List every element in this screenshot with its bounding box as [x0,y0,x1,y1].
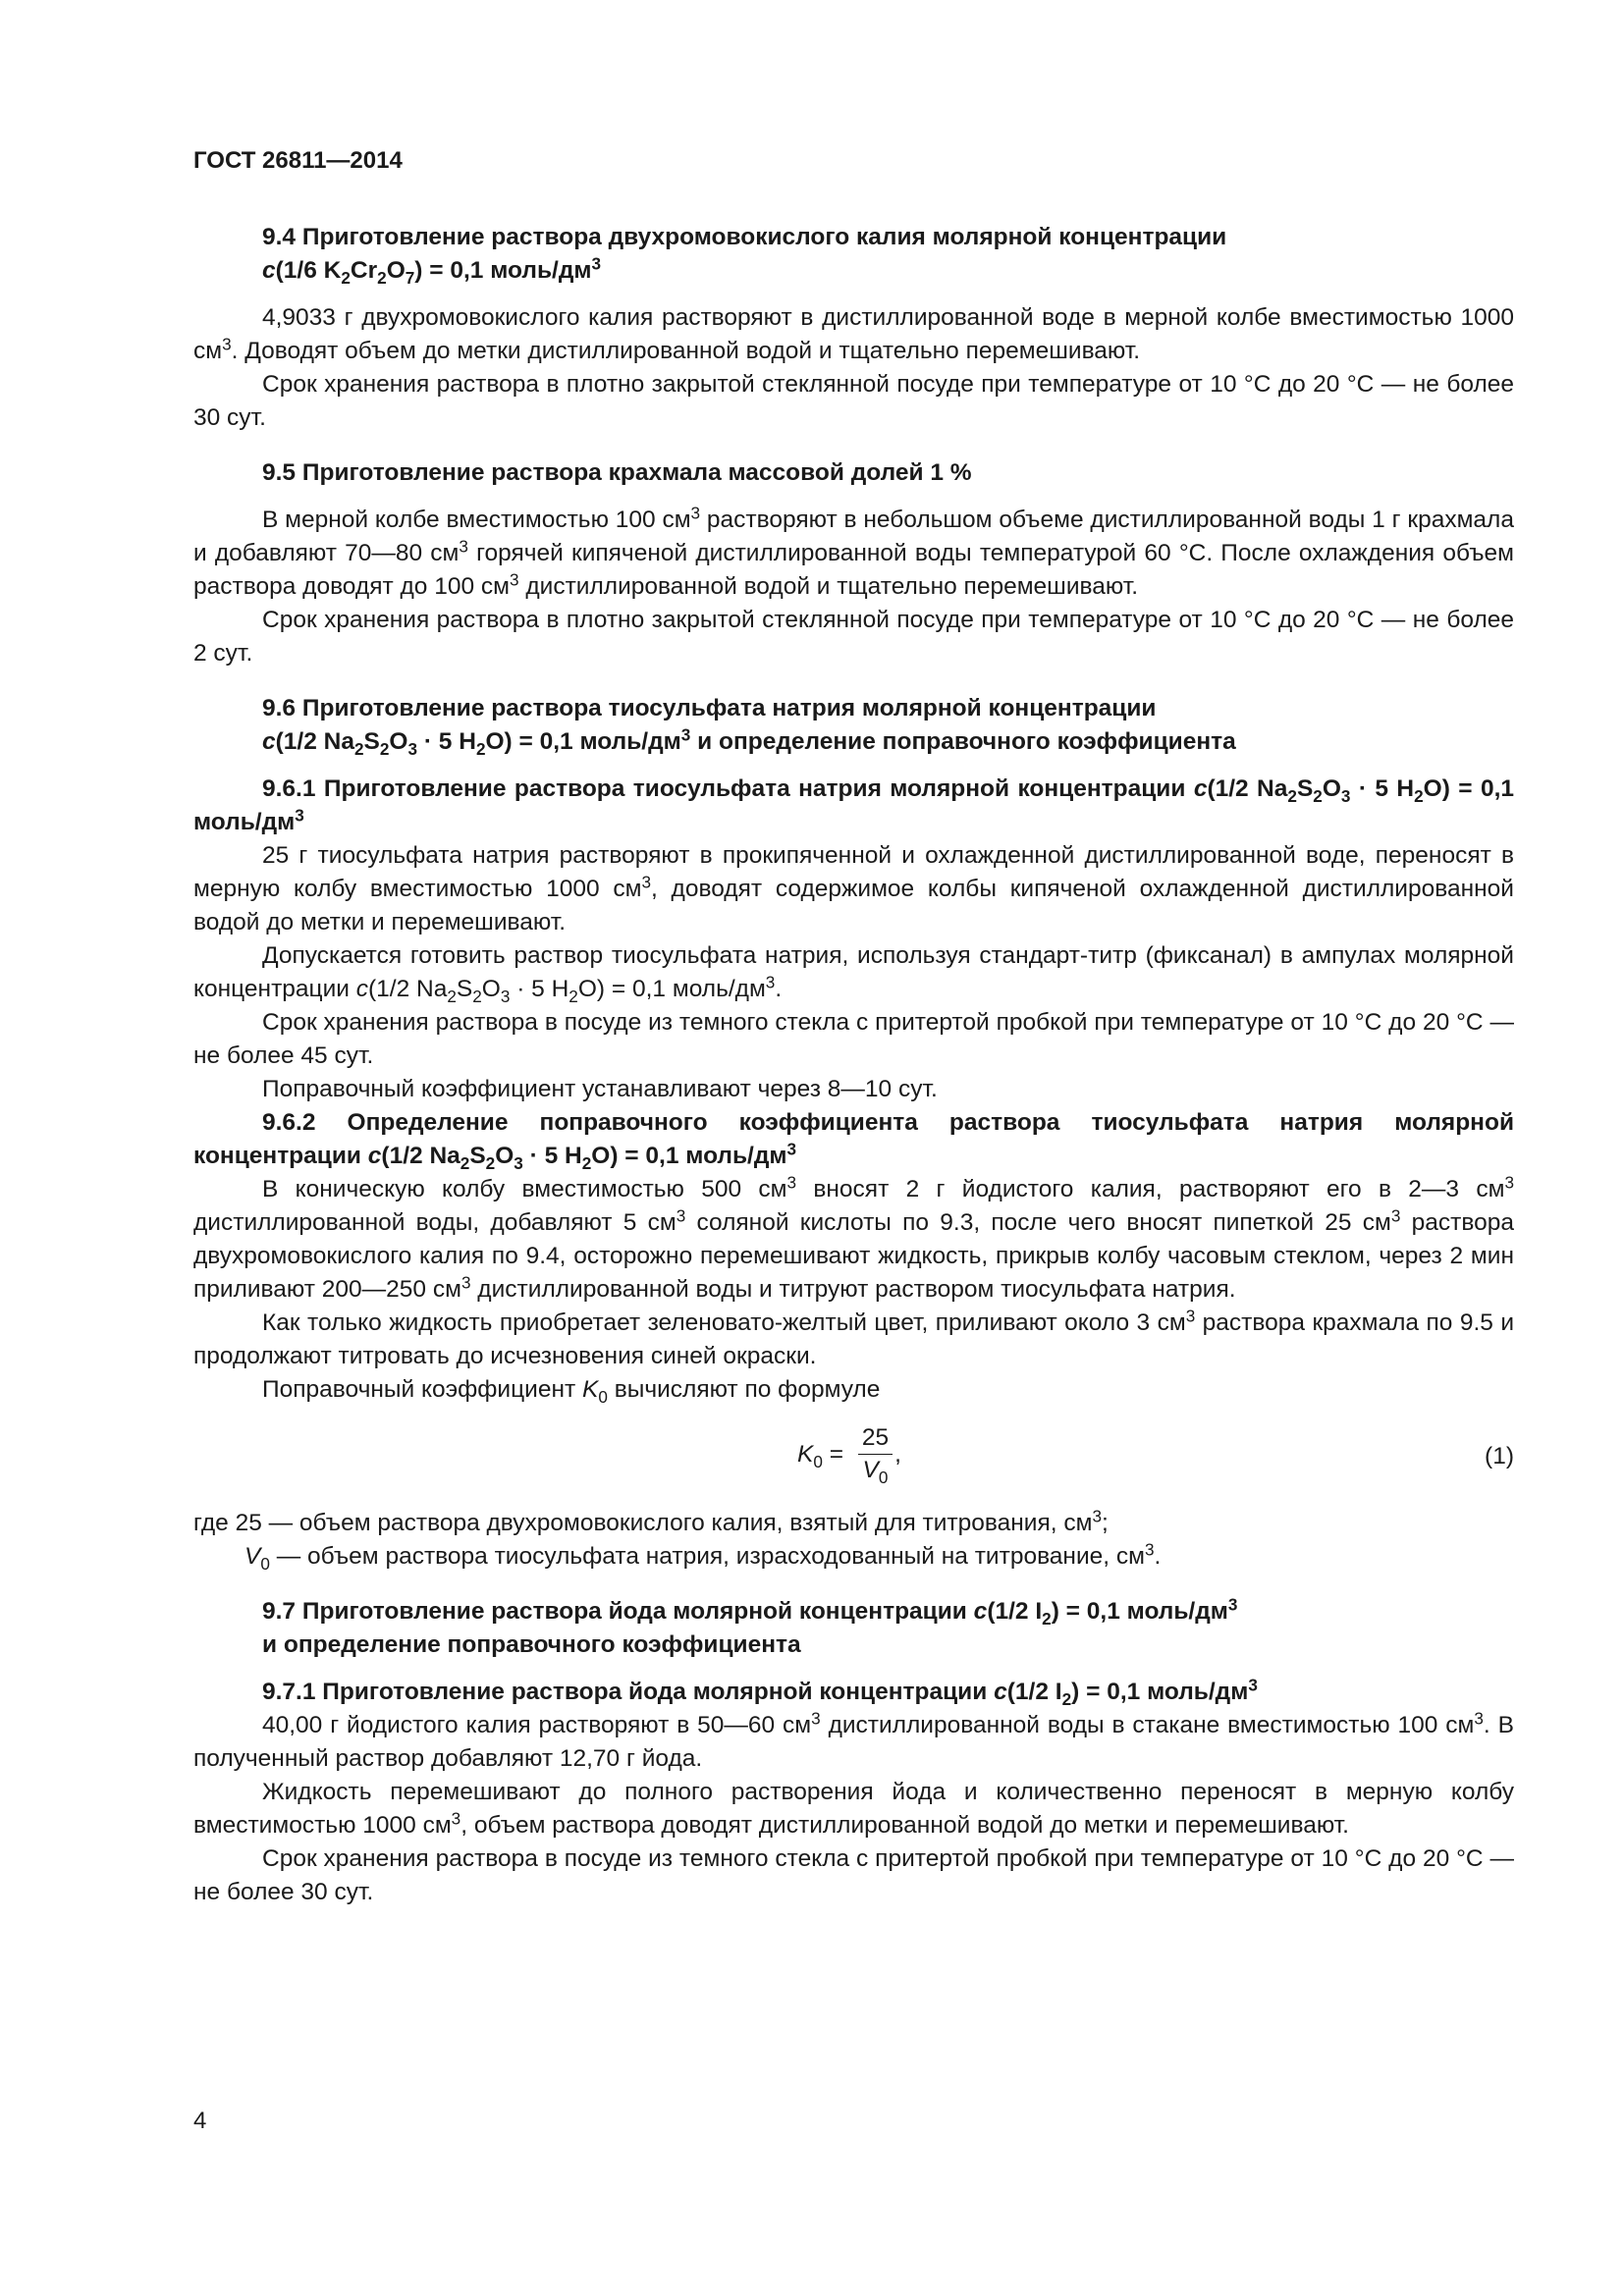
section-9-6-2-heading: 9.6.2 Определение поправочного коэффициента раствора тиосульфата натрия молярной концентрации c(1/2 $Na_2S_2O_3 \cdot 5$ $H_2O) = 0,1$ моль/$дм^3$ [193,1109,1514,1173]
section-9-5-heading: 9.5 Приготовление раствора крахмала массовой долей 1 % [262,459,972,486]
formula-fraction [858,1422,893,1486]
formula-equals: = [822,1440,850,1468]
section-9-4-heading [193,221,1514,288]
section-9-6-1-paragraph-1: 25 г тиосульфата натрия растворяют в прокипяченной и охлажденной дистиллированной воде, переносят в мерную колбу вместимостью 1000 $см^3$, доводят содержимое колбы кипяченой охлажденной дистиллированной водой до метки и перемешивают. [193,842,1514,935]
section-9-4-paragraph-2: Срок хранения раствора в плотно закрытой стеклянной посуде при температуре от 10 °С до 20 °С — не более 30 сут. [193,371,1514,431]
section-9-6-1-heading: 9.6.1 Приготовление раствора тиосульфата натрия молярной концентрации c(1/2 $Na_2S_2O_3 \cdot 5$ $H_2O) = 0,1$ моль/$дм^3$ [193,775,1515,835]
formula-denominator: $V_0$ [862,1457,889,1487]
formula-number: (1) [1485,1443,1514,1469]
section-9-4-paragraph-1: 4,9033 г двухромовокислого калия растворяют в дистиллированной воде в мерной колбе вместимостью 1000 $см^3$. Доводят объем до метки дистиллированной водой и тщательно перемешивают. [193,304,1514,364]
formula-where-line-1: где 25 — объем раствора двухромовокислого калия, взятый для титрования, $см^3$; [193,1506,1109,1536]
section-9-6-1-paragraph-3: Срок хранения раствора в посуде из темного стекла с притертой пробкой при температуре от 10 °С до 20 °С — не более 45 сут. [193,1009,1514,1069]
section-9-4-title-line2: c(1/6 $K_2Cr_2O_7) = 0,1$ моль/$дм^3$ [262,253,602,288]
section-9-5-paragraph-2: Срок хранения раствора в плотно закрытой стеклянной посуде при температуре от 10 °С до 20 °С — не более 2 сут. [193,607,1514,667]
section-9-5-paragraph-1: В мерной колбе вместимостью 100 $см^3$ растворяют в небольшом объеме дистиллированной воды 1 г крахмала и добавляют 70—80 $см^3$ горячей кипяченой дистиллированной воды температурой 60 °С. После охлаждения объем раствора доводят до 100 $см^3$ дистиллированной водой и тщательно перемешивают. [193,503,1514,600]
section-9-7-heading [193,1595,1514,1662]
section-9-6-1-paragraph-2: Допускается готовить раствор тиосульфата натрия, используя стандарт-титр (фиксанал) в ампулах молярной концентрации c(1/2 $Na_2S_2O_3 \cdot 5$ $H_2O) = 0,1$ моль/$дм^3$. [193,942,1514,1006]
formula-where-line-2: $V_0$ — объем раствора тиосульфата натрия, израсходованный на титрование, $см^3$. [244,1539,1162,1574]
section-9-6-1-paragraph-4: Поправочный коэффициент устанавливают через 8—10 сут. [262,1076,938,1102]
section-9-6-heading [193,692,1514,759]
section-9-7-title-line2: и определение поправочного коэффициента [262,1631,801,1658]
section-9-7-1-paragraph-1: 40,00 г йодистого калия растворяют в 50—60 $см^3$ дистиллированной воды в стакане вместимостью 100 $см^3$. В полученный раствор добавляют 12,70 г йода. [193,1708,1514,1772]
page-number: 4 [193,2108,207,2134]
section-9-6-title-line2: c(1/2 $Na_2S_2O_3 \cdot 5$ $H_2O) = 0,1$ моль/$дм^3$ и определение поправочного коэффициента [262,724,1236,759]
document-body [193,221,1514,1909]
section-9-7-1-paragraph-3: Срок хранения раствора в посуде из темного стекла с притертой пробкой при температуре от 10 °С до 20 °С — не более 30 сут. [193,1845,1514,1905]
section-9-7-title-line1: 9.7 Приготовление раствора йода молярной концентрации c(1/2 $I_2) = 0,1$ моль/$дм^3$ [262,1594,1238,1629]
formula-expression [797,1422,901,1486]
section-9-6-2-paragraph-2: Как только жидкость приобретает зеленовато-желтый цвет, приливают около 3 $см^3$ раствора крахмала по 9.5 и продолжают титровать до исчезновения синей окраски. [193,1306,1514,1369]
section-9-7-1-heading: 9.7.1 Приготовление раствора йода молярной концентрации c(1/2 $I_2) = 0,1$ моль/$дм^3$ [262,1675,1258,1709]
section-9-6-2-paragraph-3: Поправочный коэффициент $K_0$ вычисляют по формуле [262,1376,881,1407]
section-9-6-title-line1: 9.6 Приготовление раствора тиосульфата натрия молярной концентрации [262,695,1157,721]
formula-1 [193,1415,1514,1507]
section-9-4-title-line1: 9.4 Приготовление раствора двухромовокислого калия молярной концентрации [262,224,1227,250]
section-9-7-1-paragraph-2: Жидкость перемешивают до полного растворения йода и количественно переносят в мерную колбу вместимостью 1000 $см^3$, объем раствора доводят дистиллированной водой до метки и перемешивают. [193,1779,1514,1839]
formula-lhs: $K_0$ [797,1440,823,1471]
document-code-header: ГОСТ 26811—2014 [193,147,403,174]
section-9-6-2-paragraph-1: В коническую колбу вместимостью 500 $см^3$ вносят 2 г йодистого калия, растворяют его в 2—3 $см^3$ дистиллированной воды, добавляют 5 $см^3$ соляной кислоты по 9.3, после чего вносят пипеткой 25 $см^3$ раствора двухромовокислого калия по 9.4, осторожно перемешивают жидкость, прикрыв колбу часовым стеклом, через 2 мин приливают 200—250 $см^3$ дистиллированной воды и титруют раствором тиосульфата натрия. [193,1172,1515,1303]
formula-comma: , [894,1440,901,1468]
formula-numerator: 25 [858,1422,893,1455]
